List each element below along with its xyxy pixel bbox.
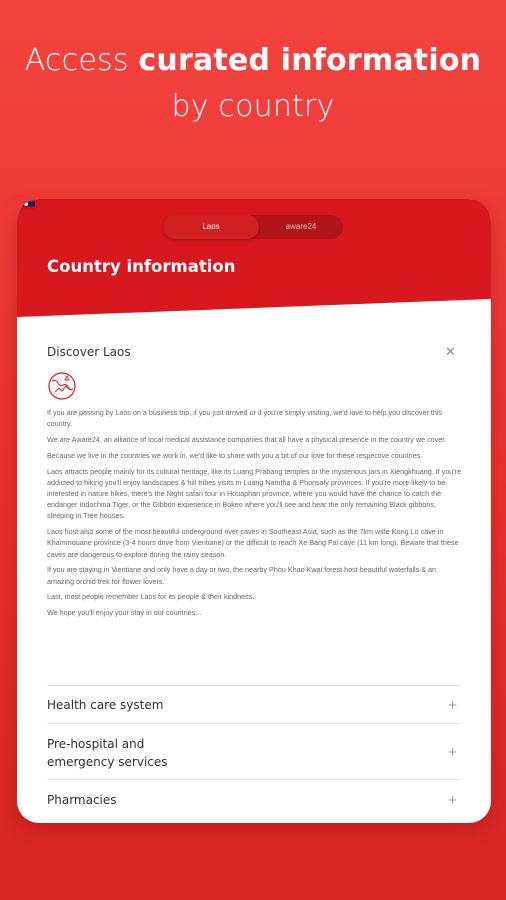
laos-flag-icon [17,199,35,209]
close-icon[interactable]: ✕ [445,344,456,359]
hero-heading [0,38,506,130]
section-health-care-system[interactable] [47,685,461,723]
paragraph: Because we live in the countries we work in, we'd like to share with you a bit of our love for these respective countries. [47,450,423,460]
card-header [17,199,491,329]
expand-icon[interactable]: + [448,697,457,714]
hero-bold-text: curated information [138,43,482,78]
toggle-option-laos[interactable]: Laos [163,215,259,239]
globe-icon [47,371,77,401]
section-label: Pre-hospital and emergency services [47,737,168,769]
paragraph: If you are staying in Vientiane and only have a day or two, the nearby Phou Khao Kwai forest host beautiful waterfalls & an amazing orchid trek for flower lovers. [47,565,437,586]
section-label: Health care system [47,698,164,712]
paragraph: Laos host also some of the most beautiful underground river caves in Southeast Asia, such as the 7km wide Kong Lo cave in Khammouane province (3-4 hours drive from Vientiane) or the difficult to reach Xe Bang Fai cave (11 km long). Beware that these caves are dangerous to explore during the rainy season. [47,527,459,559]
expand-icon[interactable]: + [448,792,457,809]
hero-line-1 [0,38,506,84]
discover-section-title: Discover Laos [47,345,131,359]
paragraph: Last, most people remember Laos for its people & their kindness. [47,592,255,602]
country-toggle[interactable] [163,215,343,239]
paragraph: If you are passing by Laos on a business trip, if you just arrived or if you're simply visiting, we'd love to help you discover this country. [47,408,443,429]
toggle-option-aware24[interactable]: aware24 [285,222,317,231]
section-pre-hospital-emergency[interactable] [47,723,461,779]
paragraph: We hope you'll enjoy your stay in our countries... [47,608,202,618]
discover-body [47,407,463,623]
country-info-card [17,199,491,823]
page-title: Country information [47,257,236,276]
expand-icon[interactable]: + [448,744,457,761]
section-label: Pharmacies [47,793,117,807]
hero-line-2: by country [171,89,335,124]
section-pharmacies[interactable] [47,779,461,819]
paragraph: Laos attracts people mainly for its cultural heritage, like its Luang Prabang temples or the mysterious jars in Xiengkhuang. If you're addicted to hiking you'll enjoy landscapes & hill tribes visits in Luang Namtha & Phonsaly provinces. If you're more likely to be interested in nature hikes, there's the Night safari tour in Houaphan province, where you would have the chance to catch the endanger Indochina Tiger, or the Gibbon experience in Bokeo where you'll see and hear the only remaining Black gibbons, sleeping in Tree houses. [47,466,462,521]
paragraph: We are Aware24, an alliance of local medical assistance companies that all have a physical presence in the country we cover. [47,435,447,444]
hero-light-text: Access [24,43,139,78]
